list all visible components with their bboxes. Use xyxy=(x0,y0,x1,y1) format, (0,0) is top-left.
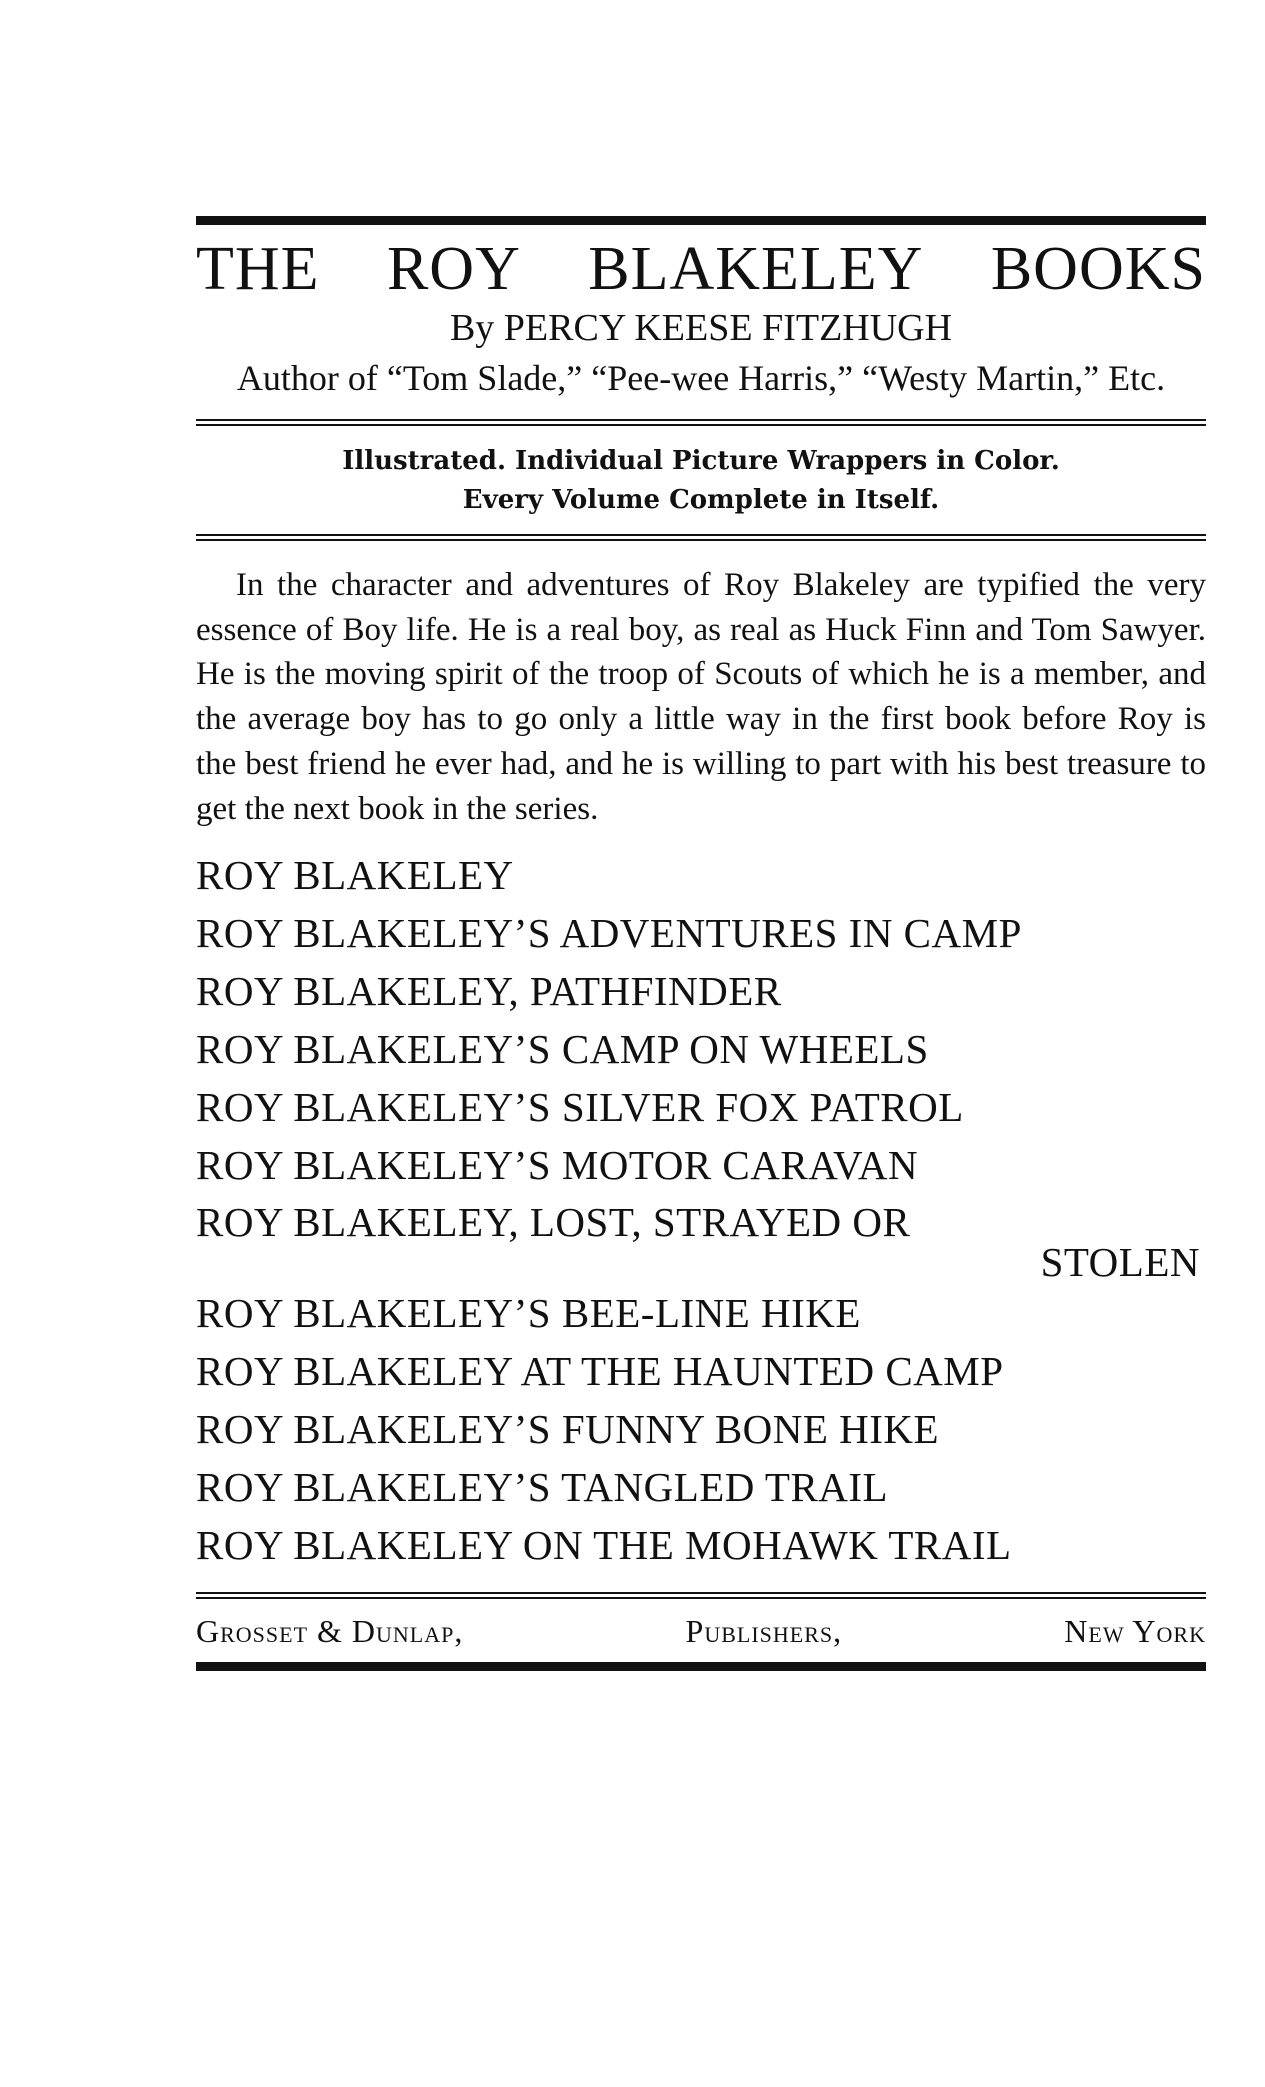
book-title: ROY BLAKELEY xyxy=(196,851,514,898)
publisher-city: New York xyxy=(1064,1612,1206,1649)
title-word: ROY xyxy=(386,235,521,303)
series-description: In the character and adventures of Roy Blakeley are typified the very essence of Boy life. He is a real boy, as real as Huck Finn and Tom Sawyer. He is the moving spirit of the troop of Scouts of which he is a member, and the average boy has to go only a little way in the first book before Roy is the best friend he ever had, and he is willing to part with his best treasure to get the next book in the series. xyxy=(196,566,1206,828)
book-title: ROY BLAKELEY ON THE MOHAWK TRAIL xyxy=(196,1521,1012,1568)
footer-divider-rule xyxy=(196,1592,1206,1599)
book-title: ROY BLAKELEY, PATHFINDER xyxy=(196,967,782,1014)
book-title: ROY BLAKELEY’S ADVENTURES IN CAMP xyxy=(196,909,1022,956)
byline: By PERCY KEESE FITZHUGH xyxy=(449,307,953,350)
book-ad-page xyxy=(196,216,1206,1671)
book-title xyxy=(196,1194,1206,1284)
illustrated-notice xyxy=(196,442,1206,520)
book-title: ROY BLAKELEY AT THE HAUNTED CAMP xyxy=(196,1347,1004,1394)
series-title xyxy=(196,237,1206,302)
author-of-line: Author of “Tom Slade,” “Pee-wee Harris,” “Westy Martin,” Etc. xyxy=(236,357,1166,398)
publisher-line xyxy=(196,1613,1206,1650)
book-title: ROY BLAKELEY’S TANGLED TRAIL xyxy=(196,1463,889,1510)
book-list xyxy=(196,846,1206,1574)
divider-rule xyxy=(196,534,1206,541)
title-word: BLAKELEY xyxy=(588,235,924,303)
book-title: ROY BLAKELEY’S SILVER FOX PATROL xyxy=(196,1083,964,1130)
book-title-continuation: STOLEN xyxy=(1040,1238,1200,1285)
complete-line: Every Volume Complete in Itself. xyxy=(462,484,940,515)
publisher-name: Grosset & Dunlap, xyxy=(196,1612,464,1649)
book-title-line: ROY BLAKELEY, LOST, STRAYED OR xyxy=(196,1198,911,1245)
book-title: ROY BLAKELEY’S CAMP ON WHEELS xyxy=(196,1025,929,1072)
divider-rule xyxy=(196,419,1206,426)
book-title: ROY BLAKELEY’S MOTOR CARAVAN xyxy=(196,1141,919,1188)
illustrated-line: Illustrated. Individual Picture Wrappers in Color. xyxy=(342,445,1060,476)
title-word: BOOKS xyxy=(990,235,1206,303)
book-title: ROY BLAKELEY’S BEE-LINE HIKE xyxy=(196,1289,861,1336)
top-heavy-rule xyxy=(196,216,1206,225)
title-word: THE xyxy=(196,235,320,303)
bottom-heavy-rule xyxy=(196,1662,1206,1671)
book-title: ROY BLAKELEY’S FUNNY BONE HIKE xyxy=(196,1405,940,1452)
publisher-role: Publishers, xyxy=(685,1612,843,1649)
